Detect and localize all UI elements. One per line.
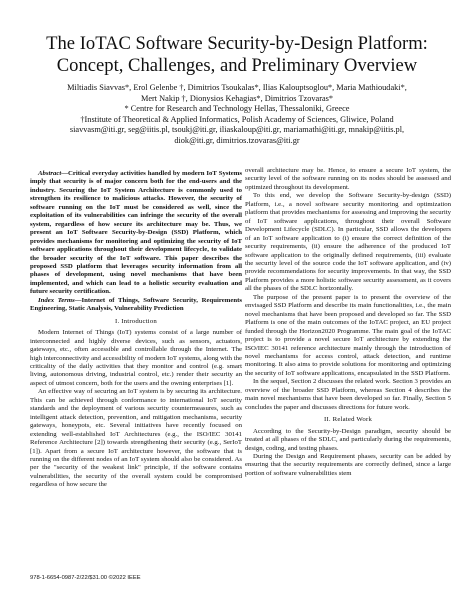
- index-terms-label: Index Terms: [38, 296, 75, 304]
- intro-paragraph-3: overall architecture may be. Hence, to ensure a secure IoT system, the security level of the software running on its nodes should be assessed and optimized throughout its development.: [245, 167, 451, 191]
- abstract-label: Abstract: [38, 170, 62, 177]
- section-heading-related-work: II. Related Work: [323, 416, 373, 424]
- left-column: [30, 170, 242, 490]
- affiliation-1: * Centre for Research and Technology Hellas, Thessaloniki, Greece: [124, 104, 350, 114]
- title-line-1: The IoTAC Software Security-by-Design Platform:: [46, 33, 428, 54]
- intro-paragraph-4: To this end, we develop the Software Security-by-design (SSD) Platform, i.e., a novel software security monitoring and optimization platform that provides mechanisms for assessing and improving the security of IoT software applications, throughout their overall Software Development Lifecycle (SDLC). In particular, SSD allows the developers of an IoT software application to (i) ensure the correct definition of the security requirements, (ii) ensure the adherence of the produced IoT software application to the originally defined requirements, (iii) evaluate the security level of the source code the IoT software application, and (iv) provide recommendations for security improvements. In that way, the SSD Platform provides a more holistic software security assessment, as it covers all the phases of the SDLC horizontally.: [245, 192, 451, 293]
- author-emails-line-1: siavvasm@iti.gr, seg@iitis.pl, tsoukj@iti.gr, iliaskaloup@iti.gr, mariamathi@iti.gr, mnakip@iitis.pl,: [69, 125, 405, 135]
- intro-paragraph-2: An effective way of securing an IoT system is by securing its architecture. This can be achieved through conformance to international IoT security standards and the deployment of various security countermeasures, such as intelligent attack detection, prevention, and mitigation mechanisms, security gateways, honeypots, etc. Several initiatives have recently focused on extending well-established IoT Architectures (e.g., the ISO/IEC 30141 Reference Architecture [2]) towards strengthening their security (e.g., SerIoT [1]). Apart from a secure IoT architecture however, the software that is running on the different nodes of an IoT system should also be considered. As per the "security of the weakest link" principle, if the software contains vulnerabilities, the security of the overall system could be compromised regardless of how secure the: [30, 388, 242, 489]
- right-column: [245, 167, 451, 478]
- author-block: [14, 83, 460, 147]
- author-emails-line-2: diok@iti.gr, dimitrios.tzovaras@iti.gr: [174, 135, 300, 145]
- intro-paragraph-6: In the sequel, Section 2 discusses the related work. Section 3 provides an overview of the broader SSD Platform, whereas Section 4 describes the main novel mechanisms that have been developed so far. Finally, Section 5 concludes the paper and discusses directions for future work.: [245, 378, 451, 411]
- section-heading-introduction: I. Introduction: [115, 317, 157, 325]
- index-terms: [30, 297, 242, 314]
- author-names-line-1: Miltiadis Siavvas*, Erol Gelenbe †, Dimitrios Tsoukalas*, Ilias Kalouptsoglou*, Maria Mathioudaki*,: [67, 83, 407, 92]
- paper-title: [18, 33, 456, 77]
- affiliation-2: †Institute of Theoretical & Applied Informatics, Polish Academy of Sciences, Gliwice, Poland: [80, 114, 394, 124]
- related-work-paragraph-2: During the Design and Requirement phases, security can be added by ensuring that the security requirements are correctly defined, since a large portion of software vulnerabilities stem: [245, 452, 451, 477]
- copyright-footer: 978-1-6654-0987-2/22/$31.00 ©2022 IEEE: [30, 575, 141, 581]
- intro-paragraph-1: Modern Internet of Things (IoT) systems consist of a large number of interconnected and highly diverse devices, such as sensors, actuators, gateways, etc., often accessible and controllable through the Internet. The high interconnectivity and accessibility of modern IoT systems, along with the criticality of the daily activities that they monitor and control (e.g. smart living, autonomous driving, industrial control, etc.) render their security an aspect of utmost concern, both for the users and the owning enterprises [1].: [30, 329, 242, 387]
- index-terms-text: —Internet of Things, Software Security, Requirements Engineering, Static Analysis, Vulnerability Prediction: [30, 296, 242, 313]
- abstract-text: —Critical everyday activities handled by modern IoT Systems imply that security is of major concern both for the end-users and the industry. Securing the IoT System Architecture is commonly used to strengthen its resilience to malicious attacks. However, the security of software running on the IoT must be considered as well, since the exploitation of its vulnerabilities can infringe the security of the overall system, regardless of how secure its architecture may be. Thus, we present an IoT Software Security-by-Design (SSD) Platform, which provides mechanisms for monitoring and optimizing the security of IoT software applications throughout their development lifecycle, to validate the broader security of the IoT software. This paper describes the proposed SSD platform that leverages security information from all phases of development, using novel mechanisms that have been implemented, and which can lead to a holistic security evaluation and future security certification.: [30, 170, 242, 296]
- intro-paragraph-5: The purpose of the present paper is to present the overview of the envisaged SSD Platform and describe its main functionalities, i.e., the main novel mechanisms that have been proposed and developed so far. The SSD Platform is one of the main outcomes of the IoTAC project, an EU project funded through the Horizon2020 Programme. The main goal of the IoTAC project is to provide a novel secure IoT architecture by extending the ISO/IEC 30141 reference architecture mainly through the introduction of novel mechanisms for access control, attack detection, and runtime monitoring. It also aims to provide solutions for monitoring and optimizing the security of IoT software applications, encapsulated in the SSD Platform.: [245, 293, 451, 377]
- related-work-paragraph-1: According to the Security-by-Design paradigm, security should be treated at all phases of the SDLC, and particularly during the requirements, design, coding, and testing phases.: [245, 427, 451, 452]
- abstract: [30, 170, 242, 297]
- author-names-line-2: Mert Nakip †, Dionysios Kehagias*, Dimitrios Tzovaras*: [140, 93, 334, 103]
- title-line-2: Concept, Challenges, and Preliminary Overview: [56, 55, 418, 76]
